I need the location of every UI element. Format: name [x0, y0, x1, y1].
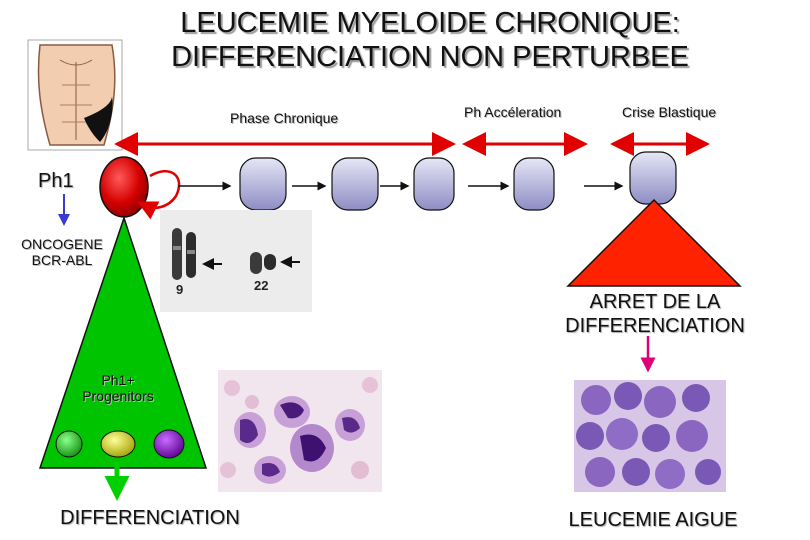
cell-stage-3	[414, 158, 454, 210]
ph1-label: Ph1	[38, 170, 74, 192]
chromosome-22-label: 22	[254, 278, 269, 293]
self-renewal-arrow	[146, 171, 179, 208]
title-line-1: LEUCEMIE MYELOIDE CHRONIQUE:	[180, 7, 680, 39]
blood-smear-chronic	[218, 370, 382, 492]
phase-chronic-label: Phase Chronique	[230, 110, 339, 126]
leucemie-aigue-label: LEUCEMIE AIGUE	[568, 509, 738, 531]
progenitor-purple	[154, 430, 184, 458]
blast-cell	[630, 152, 676, 204]
oncogene-line-1: ONCOGENE	[21, 236, 103, 252]
arret-line-2: DIFFERENCIATION	[565, 315, 745, 337]
progenitors-line-2: Progenitors	[82, 388, 154, 404]
phase-acceleration-label: Ph Accéleration	[464, 104, 562, 120]
cell-stage-2	[332, 158, 378, 210]
oncogene-line-2: BCR-ABL	[31, 252, 93, 268]
abdomen-illustration	[28, 40, 122, 150]
oncogene-label	[6, 236, 118, 268]
progenitor-yellow	[101, 431, 135, 457]
cell-stage-4	[514, 158, 554, 210]
red-triangle	[568, 200, 740, 286]
chromosome-9-label: 9	[176, 282, 184, 297]
blood-smear-blasts	[574, 380, 726, 492]
arret-label	[530, 290, 780, 338]
progenitor-green	[56, 431, 82, 457]
title-line-2: DIFFERENCIATION NON PERTURBEE	[171, 41, 689, 73]
progenitors-line-1: Ph1+	[101, 372, 135, 388]
arret-line-1: ARRET DE LA	[589, 291, 721, 313]
progenitors-label	[66, 372, 170, 404]
ph1-stem-cell	[100, 157, 148, 217]
cell-stage-1	[240, 158, 286, 210]
differenciation-label: DIFFERENCIATION	[60, 507, 240, 529]
phase-blast-label: Crise Blastique	[622, 104, 717, 120]
